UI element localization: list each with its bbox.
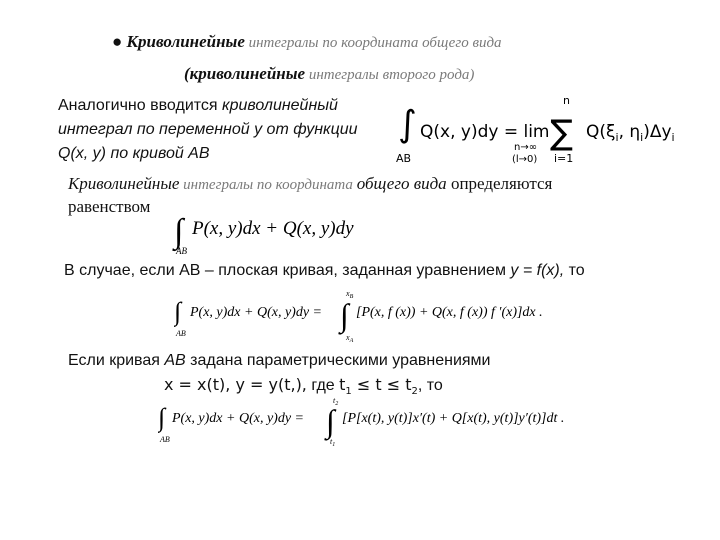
svg-text:AB: AB (396, 152, 412, 165)
title-rest: интегралы по координата общего вида (244, 35, 502, 51)
svg-text:∫: ∫ (326, 403, 335, 439)
svg-text:n: n (563, 94, 570, 107)
svg-text:Q(x, y)dy = lim: Q(x, y)dy = lim (420, 122, 550, 142)
svg-text:∫: ∫ (340, 297, 349, 333)
svg-text:xA: $x_A$ (346, 333, 354, 344)
svg-text:AB: AB (160, 435, 170, 444)
svg-text:P(x, y)dx + Q(x, y)dy: P(x, y)dx + Q(x, y)dy (192, 218, 354, 239)
bullet: ● (112, 32, 123, 51)
title-line2-rest: интегралы второго рода) (305, 67, 475, 83)
svg-text:∑: ∑ (550, 113, 573, 153)
title-line2-bold: криволинейные (189, 64, 306, 83)
svg-text:t2: $t_2$ (333, 396, 339, 407)
svg-text:AB: AB (176, 329, 186, 338)
svg-text:[P(x, f (x)) + Q(x, f (x)) f ′: [P(x, f (x)) + Q(x, f (x)) f ′(x)]dx . (356, 305, 543, 320)
svg-text:n→∞: n→∞ (514, 142, 538, 153)
formula-parametric (158, 396, 618, 446)
svg-text:t1: $t_1$ (330, 437, 336, 446)
svg-text:∫: ∫ (398, 104, 417, 145)
svg-text:P(x, y)dx + Q(x, y)dy =: P(x, y)dx + Q(x, y)dy = (172, 411, 304, 426)
parametric-equations: x = x(t), y = y(t,), где $t_1 \le t \le t_2$, то (164, 375, 443, 398)
definition-line-2: равенством (68, 197, 151, 216)
svg-text:AB: AB (176, 246, 187, 256)
title-line-1 (112, 32, 502, 52)
title-line-2: (криволинейные интегралы второго рода) (184, 64, 475, 83)
intro-paragraph: Аналогично вводится криволинейный интеграл по переменной y от функции Q(x, y) по кривой AB (58, 97, 358, 162)
svg-text:[P[x(t), y(t)]x′(t) + Q[x(t),: [P[x(t), y(t)]x′(t) + Q[x(t), y(t)]y′(t)]dt . (342, 411, 565, 426)
explicit-curve-line: В случае, если АВ – плоская кривая, заданная уравнением y = f(x), то (64, 262, 585, 279)
svg-text:xB: $x_B$ (346, 289, 354, 300)
svg-text:i=1: i=1 (554, 152, 574, 165)
formula-limit-sum (396, 92, 686, 168)
svg-text:∫: ∫ (158, 403, 166, 432)
svg-text:Q(ξi, ηi)Δyi: $Q(\xi_i$, $\eta_i)\Delta y_i$ (586, 122, 675, 144)
parametric-line: Если кривая AB задана параметрическими уравнениями (68, 352, 491, 369)
svg-text:∫: ∫ (174, 297, 182, 326)
svg-text:∫: ∫ (174, 213, 184, 250)
svg-text:P(x, y)dx + Q(x, y)dy =: P(x, y)dx + Q(x, y)dy = (190, 305, 322, 320)
svg-text:(l→0): (l→0) (512, 154, 538, 165)
definition-line: Криволинейные интегралы по координата общего вида определяются (68, 174, 553, 193)
formula-general-integral (172, 206, 392, 256)
title-bold-word: Криволинейные (126, 32, 245, 51)
formula-explicit (174, 286, 584, 344)
